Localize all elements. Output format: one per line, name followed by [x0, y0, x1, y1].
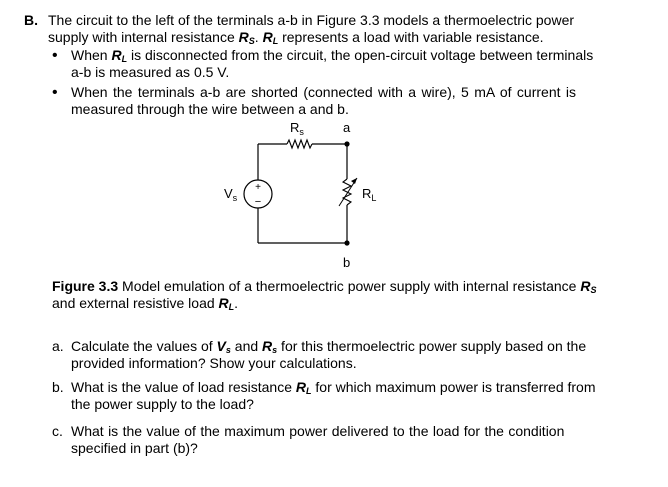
bullet-dot-1: • [52, 47, 58, 64]
bullet-1-line-2: a-b is measured as 0.5 V. [71, 64, 230, 80]
question-a-line-1: Calculate the values of $V_s$ and $R_s$ for this thermoelectric power supply based on the [71, 338, 587, 355]
intro-line-1: The circuit to the left of the terminals a-b in Figure 3.3 models a thermoelectric power [48, 12, 575, 28]
rs-symbol: $R_S$ [238, 29, 255, 46]
question-a [71, 338, 626, 372]
bullet-1-line-1: When $R_L$ is disconnected from the circuit, the open-circuit voltage between terminals [71, 47, 594, 64]
rl-symbol: $R_L$ [111, 47, 128, 64]
caption-rl: $R_L$ [218, 295, 235, 312]
question-a-rs: $R_s$ [262, 338, 278, 355]
question-c-label: c. [52, 423, 63, 439]
problem-intro [48, 12, 626, 46]
question-b [71, 379, 626, 413]
caption-line-2: and external resistive load $R_L$. [52, 295, 239, 312]
rs-label: $R_s$ [290, 120, 304, 137]
question-a-line-2: provided information? Show your calculations. [71, 355, 357, 371]
caption-rs: $R_S$ [580, 278, 597, 295]
problem-label: B. [24, 12, 38, 28]
rl-arrow-head [351, 178, 357, 184]
question-b-line-2: the power supply to the load? [71, 396, 254, 412]
figure-caption [52, 278, 632, 312]
circuit-diagram [200, 116, 400, 276]
question-c-line-1: What is the value of the maximum power delivered to the load for the condition [71, 423, 565, 439]
bullet-2-line-2: measured through the wire between a and b. [71, 101, 349, 117]
question-a-label: a. [52, 338, 64, 354]
source-minus-sign: − [254, 196, 262, 208]
caption-line-1: Figure 3.3 Model emulation of a thermoelectric power supply with internal resistance $R_S$ [52, 278, 597, 295]
bullet-dot-2: • [52, 84, 58, 101]
intro-text: supply with internal resistance [48, 29, 239, 45]
vs-label: $V_s$ [224, 186, 238, 203]
question-b-line-1: What is the value of load resistance $R_L$ for which maximum power is transferred from [71, 379, 596, 396]
rl-label: $R_L$ [362, 186, 377, 203]
rl-symbol: $R_L$ [262, 29, 279, 46]
caption-figure-number: Figure 3.3 [52, 278, 119, 294]
bullet-1 [71, 47, 626, 81]
source-plus-sign: + [255, 182, 261, 193]
intro-line-2: supply with internal resistance $R_S$. $R_L$ represents a load with variable resistance. [48, 29, 544, 46]
question-b-rl: $R_L$ [295, 379, 312, 396]
rl-resistor [343, 179, 351, 205]
bullet-2-line-1: When the terminals a-b are shorted (connected with a wire), 5 mA of current is [71, 84, 576, 100]
question-c-line-2: specified in part (b)? [71, 440, 198, 456]
rs-resistor [287, 140, 312, 148]
terminal-b-label: b [343, 255, 351, 270]
question-a-vs: $V_s$ [216, 338, 231, 355]
bullet-2 [71, 84, 623, 118]
terminal-a-label: a [343, 120, 351, 135]
question-c [71, 423, 626, 457]
question-b-label: b. [52, 379, 64, 395]
